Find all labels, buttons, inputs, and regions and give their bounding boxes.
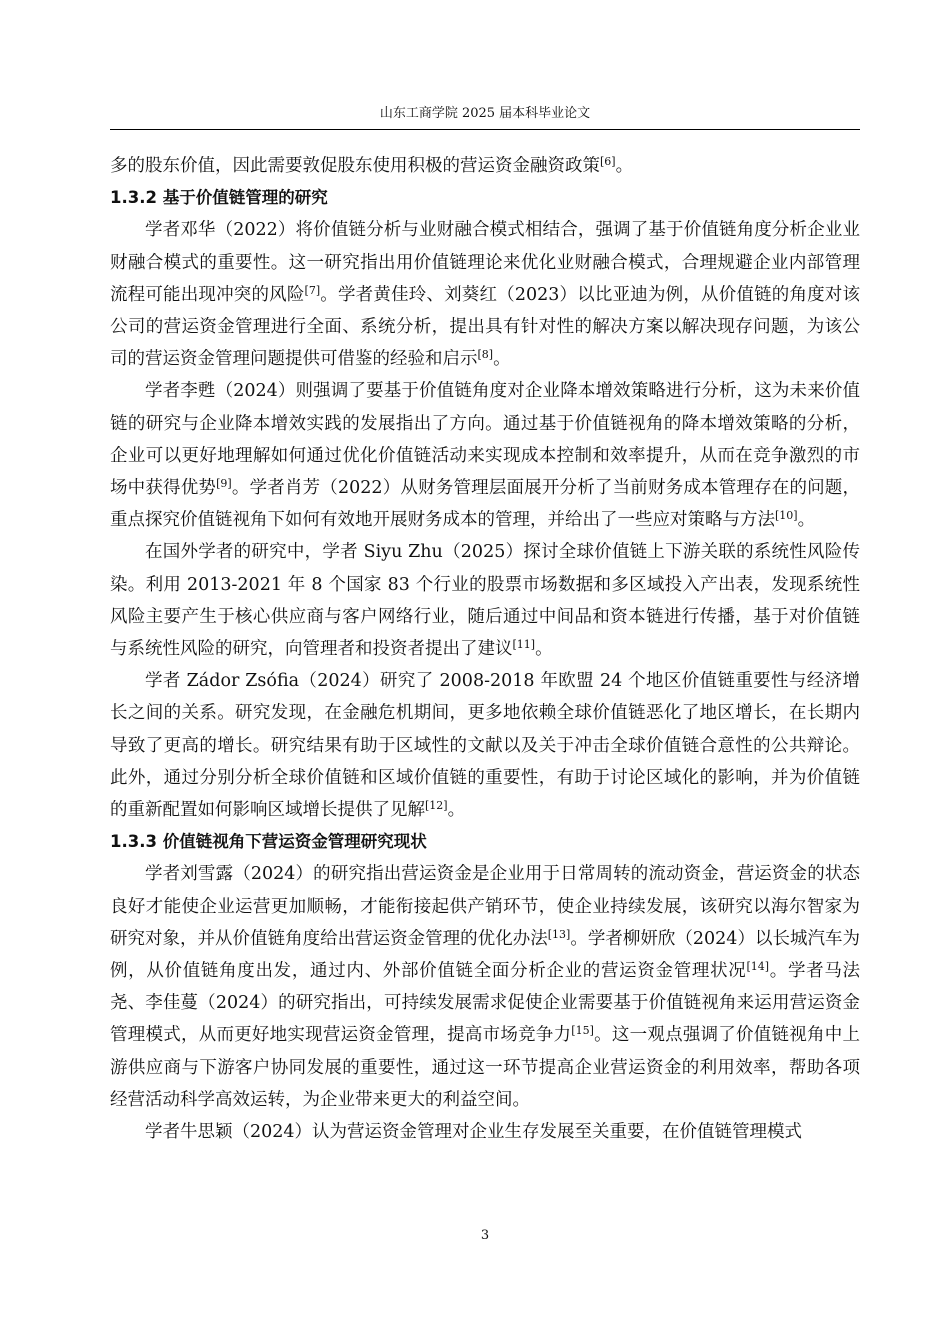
paragraph-text: 。: [797, 510, 816, 531]
paragraph-text: 学者李甦（2024）则强调了要基于价值链角度对企业降本增效策略进行分析，这为未来价值链的研究与企业降本增效实践的发展指出了方向。通过基于价值链视角的降本增效策略的分析，企业可以更好地理解如何通过优化价值链活动来实现成本控制和效率提升，从而在竞争激烈的市场中获得优势: [110, 381, 860, 499]
body-paragraph: [110, 536, 860, 665]
body-paragraph: [110, 858, 860, 1116]
paragraph-text: 。学者马法尧、李佳蔓（2024）的研究指出，可持续发展需求促使企业需要基于价值链视角来运用营运资金管理模式，从而更好地实现营运资金管理，提高市场竞争力: [110, 961, 861, 1046]
paragraph-text: 多的股东价值，因此需要敦促股东使用积极的营运资金融资政策: [110, 156, 600, 176]
body-paragraph: [110, 150, 860, 182]
paragraph-text: 学者牛思颖（2024）认为营运资金管理对企业生存发展至关重要，在价值链管理模式: [145, 1122, 803, 1143]
citation-marker: [15]: [571, 1024, 594, 1038]
citation-marker: [11]: [512, 638, 536, 652]
page-header: 山东工商学院 2025 届本科毕业论文: [379, 106, 591, 121]
paragraph-text: 学者刘雪露（2024）的研究指出营运资金是企业用于日常周转的流动资金，营运资金的状态良好才能使企业运营更加顺畅，才能衔接起供产销环节，使企业持续发展，该研究以海尔智家为研究对象，并从价值链角度给出营运资金管理的优化办法: [110, 864, 860, 949]
citation-marker: [12]: [425, 799, 448, 813]
citation-marker: [14]: [746, 960, 770, 974]
paragraph-text: 。: [535, 639, 553, 660]
paragraph-text: 。这一观点强调了价值链视角中上游供应商与下游客户协同发展的重要性，通过这一环节提高企业营运资金的利用效率，帮助各项经营活动科学高效运转，为企业带来更大的利益空间。: [110, 1025, 860, 1110]
paragraph-text: 。: [493, 349, 511, 370]
citation-marker: [6]: [600, 155, 616, 168]
page-number: 3: [480, 1228, 490, 1243]
paragraph-text: 在国外学者的研究中，学者 Siyu Zhu（2025）探讨全球价值链上下游关联的系统性风险传染。利用 2013-2021 年 8 个国家 83 个行业的股票市场数据和多区域投入产出表，发现系统性风险主要产生于核心供应商与客户网络行业，随后通过中间品和资本链进行传播，基于对价值链与系统性风险的研究，向管理者和投资者提出了建议: [110, 542, 860, 660]
citation-marker: [13]: [547, 927, 571, 941]
paragraph-text: 。: [447, 800, 466, 821]
body-paragraph: [110, 665, 860, 826]
paragraph-text: 学者邓华（2022）将价值链分析与业财融合模式相结合，强调了基于价值链角度分析企业业财融合模式的重要性。这一研究指出用价值链理论来优化业财融合模式，合理规避企业内部管理流程可能出现冲突的风险: [110, 220, 860, 305]
paragraph-text: 。学者柳妍欣（2024）以长城汽车为例，从价值链角度出发，通过内、外部价值链全面分析企业的营运资金管理状况: [110, 928, 860, 982]
paragraph-text: 学者 Zádor Zsófia（2024）研究了 2008-2018 年欧盟 24 个地区价值链重要性与经济增长之间的关系。研究发现，在金融危机期间，更多地依赖全球价值链恶化了地区增长，在长期内导致了更高的增长。研究结果有助于区域性的文献以及关于冲击全球价值链合意性的公共辩论。此外，通过分别分析全球价值链和区域价值链的重要性，有助于讨论区域化的影响，并为价值链的重新配置如何影响区域增长提供了见解: [110, 671, 860, 821]
paragraph-text: 。学者黄佳玲、刘葵红（2023）以比亚迪为例，从价值链的角度对该公司的营运资金管理进行全面、系统分析，提出具有针对性的解决方案以解决现存问题，为该公司的营运资金管理问题提供可借鉴的经验和启示: [110, 284, 860, 370]
paragraph-text: 。学者肖芳（2022）从财务管理层面展开分析了当前财务成本管理存在的问题，重点探究价值链视角下如何有效地开展财务成本的管理，并给出了一些应对策略与方法: [110, 478, 860, 531]
citation-marker: [9]: [216, 477, 232, 491]
header-divider: [110, 129, 860, 130]
body-paragraph: [110, 1116, 860, 1148]
body-paragraph: [110, 375, 860, 536]
main-body-text: [110, 150, 860, 1148]
body-paragraph: [110, 214, 860, 375]
citation-marker: [8]: [477, 348, 494, 362]
paragraph-text: 。: [615, 156, 634, 176]
citation-marker: [10]: [775, 509, 798, 523]
citation-marker: [7]: [304, 283, 321, 297]
section-heading: 1.3.3 价值链视角下营运资金管理研究现状: [110, 832, 427, 852]
section-heading: 1.3.2 基于价值链管理的研究: [110, 188, 328, 208]
